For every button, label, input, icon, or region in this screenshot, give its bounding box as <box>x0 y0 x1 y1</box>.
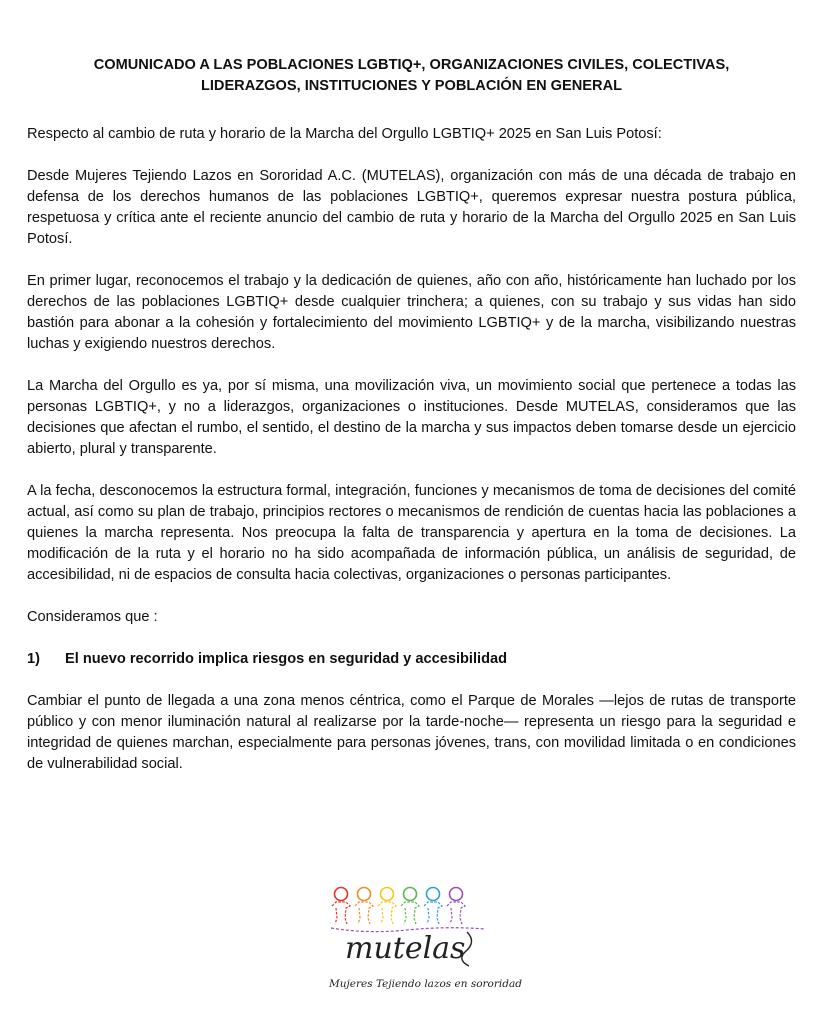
paragraph-2: En primer lugar, reconocemos el trabajo y la dedicación de quienes, año con año, históricamente han luchado por los derechos de las poblaciones LGBTIQ+ desde cualquier trinchera; a quienes, con su trabajo y sus vidas han sido bastión para abonar a la cohesión y fortalecimiento del movimiento LGBTIQ+ y de la marcha, visibilizando nuestras luchas y exigiendo nuestros derechos. <box>27 273 796 352</box>
logo-tagline: Mujeres Tejiendo lazos en sororidad <box>329 978 522 990</box>
item-1-number: 1) <box>27 651 40 667</box>
intro-paragraph: Respecto al cambio de ruta y horario de la Marcha del Orgullo LGBTIQ+ 2025 en San Luis Potosí: <box>27 126 662 142</box>
title-line-2: LIDERAZGOS, INSTITUCIONES Y POBLACIÓN EN GENERAL <box>200 78 623 94</box>
paragraph-1: Desde Mujeres Tejiendo Lazos en Sororidad A.C. (MUTELAS), organización con más de una década de trabajo en defensa de los derechos humanos de las poblaciones LGBTIQ+, queremos expresar nuestra postura pública, respetuosa y crítica ante el reciente anuncio del cambio de ruta y horario de la Marcha del Orgullo 2025 en San Luis Potosí. <box>27 168 796 247</box>
mutelas-logo <box>327 884 522 996</box>
logo-figure <box>378 888 396 925</box>
logo-wordmark: mutelas <box>345 931 466 966</box>
logo-figure <box>332 888 350 925</box>
paragraph-4: A la fecha, desconocemos la estructura formal, integración, funciones y mecanismos de toma de decisiones del comité actual, así como su plan de trabajo, principios rectores o mecanismos de rendición de cuentas hacia las poblaciones a quienes la marcha representa. Nos preocupa la falta de transparencia y apertura en la toma de decisiones. La modificación de la ruta y el horario no ha sido acompañada de información pública, un análisis de seguridad, de accesibilidad, ni de espacios de consulta hacia colectivas, organizaciones o personas participantes. <box>27 483 796 583</box>
document-title <box>27 55 796 97</box>
paragraph-3: La Marcha del Orgullo es ya, por sí misma, una movilización viva, un movimiento social que pertenece a todas las personas LGBTIQ+, y no a liderazgos, organizaciones o instituciones. Desde MUTELAS, consideramos que las decisiones que afectan el rumbo, el sentido, el destino de la marcha y sus impactos deben tomarse desde un ejercicio abierto, plural y transparente. <box>27 378 796 457</box>
title-line-1: COMUNICADO A LAS POBLACIONES LGBTIQ+, ORGANIZACIONES CIVILES, COLECTIVAS, <box>93 57 730 73</box>
consider-label: Consideramos que : <box>27 609 158 625</box>
document-page <box>27 0 796 775</box>
logo-figure <box>355 888 373 925</box>
logo-figure <box>424 888 442 925</box>
logo-figure <box>447 888 465 925</box>
logo-figure <box>401 888 419 925</box>
item-1-title: El nuevo recorrido implica riesgos en seguridad y accesibilidad <box>65 651 508 667</box>
mutelas-logo-graphic <box>327 884 522 996</box>
item-1-body: Cambiar el punto de llegada a una zona menos céntrica, como el Parque de Morales —lejos de rutas de transporte público y con menor iluminación natural al realizarse por la tarde-noche— representa un riesgo para la seguridad e integridad de quienes marchan, especialmente para personas jóvenes, trans, con movilidad limitada o en condiciones de vulnerabilidad social. <box>27 693 796 772</box>
logo-figures <box>332 888 465 925</box>
item-1-heading <box>27 649 796 670</box>
